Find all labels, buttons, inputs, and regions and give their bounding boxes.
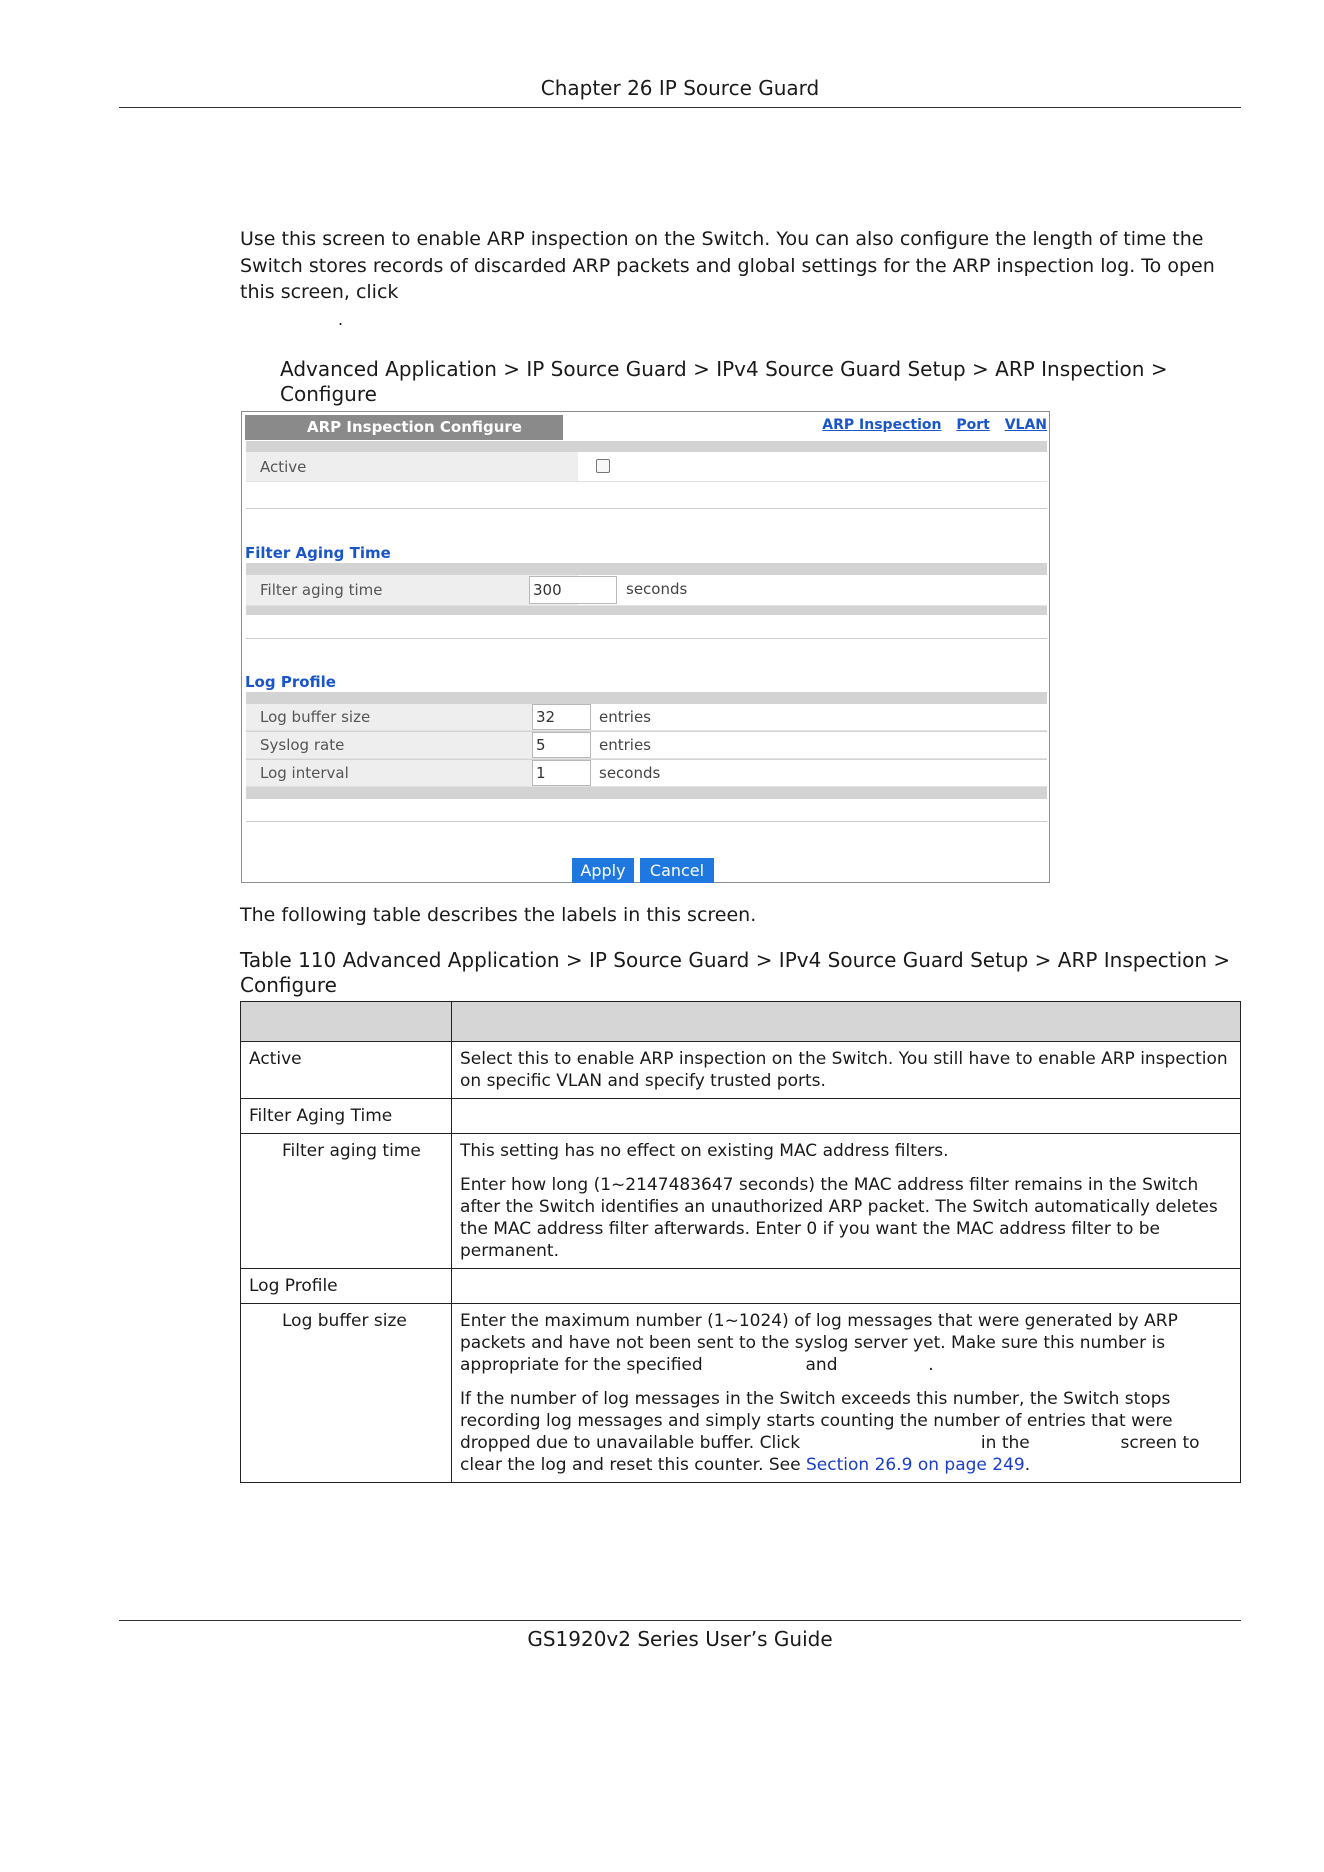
log-interval-label: Log interval xyxy=(246,760,578,786)
description-table xyxy=(240,1001,1241,1483)
divider xyxy=(246,638,1047,639)
section-link[interactable]: Section 26.9 on page 249 xyxy=(806,1455,1025,1475)
row-label: Log Profile xyxy=(241,1269,452,1304)
table-intro: The following table describes the labels in this screen. xyxy=(240,904,757,926)
log-buffer-unit: entries xyxy=(599,708,651,726)
arp-inspection-configure-screen xyxy=(241,411,1050,883)
row-label: Active xyxy=(241,1042,452,1099)
filter-aging-row xyxy=(246,575,1047,606)
apply-button[interactable]: Apply xyxy=(572,858,634,883)
row-description xyxy=(452,1269,1241,1304)
page-footer: GS1920v2 Series User’s Guide xyxy=(119,1620,1241,1651)
syslog-rate-label: Syslog rate xyxy=(246,732,578,758)
filter-aging-label: Filter aging time xyxy=(246,575,578,605)
table-row xyxy=(241,1269,1241,1304)
table-header-cell xyxy=(241,1002,452,1042)
link-arp-inspection[interactable]: ARP Inspection xyxy=(822,417,942,433)
syslog-rate-row xyxy=(246,732,1047,759)
log-buffer-input[interactable]: 32 xyxy=(532,704,591,730)
active-row xyxy=(246,452,1047,482)
log-interval-unit: seconds xyxy=(599,764,661,782)
desc-paragraph: Enter the maximum number (1~1024) of log messages that were generated by ARP packets and have not been sent to the syslog server yet. Make sure this number is appropriate for the specified and . xyxy=(460,1311,1178,1375)
log-profile-section-title: Log Profile xyxy=(245,673,336,691)
filter-aging-unit: seconds xyxy=(626,580,688,598)
table-row xyxy=(241,1304,1241,1483)
log-interval-row xyxy=(246,760,1047,787)
desc-paragraph: This setting has no effect on existing MAC address filters. xyxy=(460,1141,949,1161)
table-caption: Table 110 Advanced Application > IP Source Guard > IPv4 Source Guard Setup > ARP Inspection > Configure xyxy=(240,948,1231,997)
screen-title: ARP Inspection Configure xyxy=(245,415,563,440)
row-label: Filter Aging Time xyxy=(241,1099,452,1134)
divider xyxy=(246,821,1047,822)
row-description xyxy=(452,1099,1241,1134)
log-interval-input[interactable]: 1 xyxy=(532,760,591,786)
active-checkbox[interactable] xyxy=(596,459,610,473)
divider xyxy=(246,508,1047,509)
desc-paragraph: Enter how long (1~2147483647 seconds) the MAC address filter remains in the Switch after the Switch identifies an unauthorized ARP packet. The Switch automatically deletes the MAC address filter afterwards. Enter 0 if you want the MAC address filter to be permanent. xyxy=(460,1175,1218,1261)
figure-caption: Advanced Application > IP Source Guard > IPv4 Source Guard Setup > ARP Inspection > Configure xyxy=(280,357,1168,406)
table-header-cell xyxy=(452,1002,1241,1042)
link-vlan[interactable]: VLAN xyxy=(1004,417,1047,433)
filter-aging-input[interactable]: 300 xyxy=(529,576,617,604)
row-description: Select this to enable ARP inspection on the Switch. You still have to enable ARP inspection on specific VLAN and specify trusted ports. xyxy=(452,1042,1241,1099)
active-label: Active xyxy=(246,452,578,481)
link-port[interactable]: Port xyxy=(956,417,990,433)
log-buffer-label: Log buffer size xyxy=(246,704,578,730)
row-label: Filter aging time xyxy=(241,1134,452,1269)
chapter-header: Chapter 26 IP Source Guard xyxy=(119,68,1241,108)
intro-path-dot: . xyxy=(338,310,344,329)
row-label: Log buffer size xyxy=(241,1304,452,1483)
log-buffer-row xyxy=(246,704,1047,731)
syslog-rate-input[interactable]: 5 xyxy=(532,732,591,758)
cancel-button[interactable]: Cancel xyxy=(640,858,714,883)
table-row xyxy=(241,1134,1241,1269)
screen-links xyxy=(812,417,1047,433)
row-description xyxy=(452,1134,1241,1269)
syslog-rate-unit: entries xyxy=(599,736,651,754)
table-header-row xyxy=(241,1002,1241,1042)
desc-paragraph: If the number of log messages in the Switch exceeds this number, the Switch stops recording log messages and simply starts counting the number of entries that were dropped due to unavailable buffer. Click in the screen to clear the log and reset this counter. See Section 26.9 on page 249. xyxy=(460,1389,1200,1475)
table-row xyxy=(241,1099,1241,1134)
table-row xyxy=(241,1042,1241,1099)
intro-paragraph: Use this screen to enable ARP inspection on the Switch. You can also configure the length of time the Switch stores records of discarded ARP packets and global settings for the ARP inspection log. To open this screen, click xyxy=(240,228,1215,303)
filter-aging-section-title: Filter Aging Time xyxy=(245,544,391,562)
row-description xyxy=(452,1304,1241,1483)
